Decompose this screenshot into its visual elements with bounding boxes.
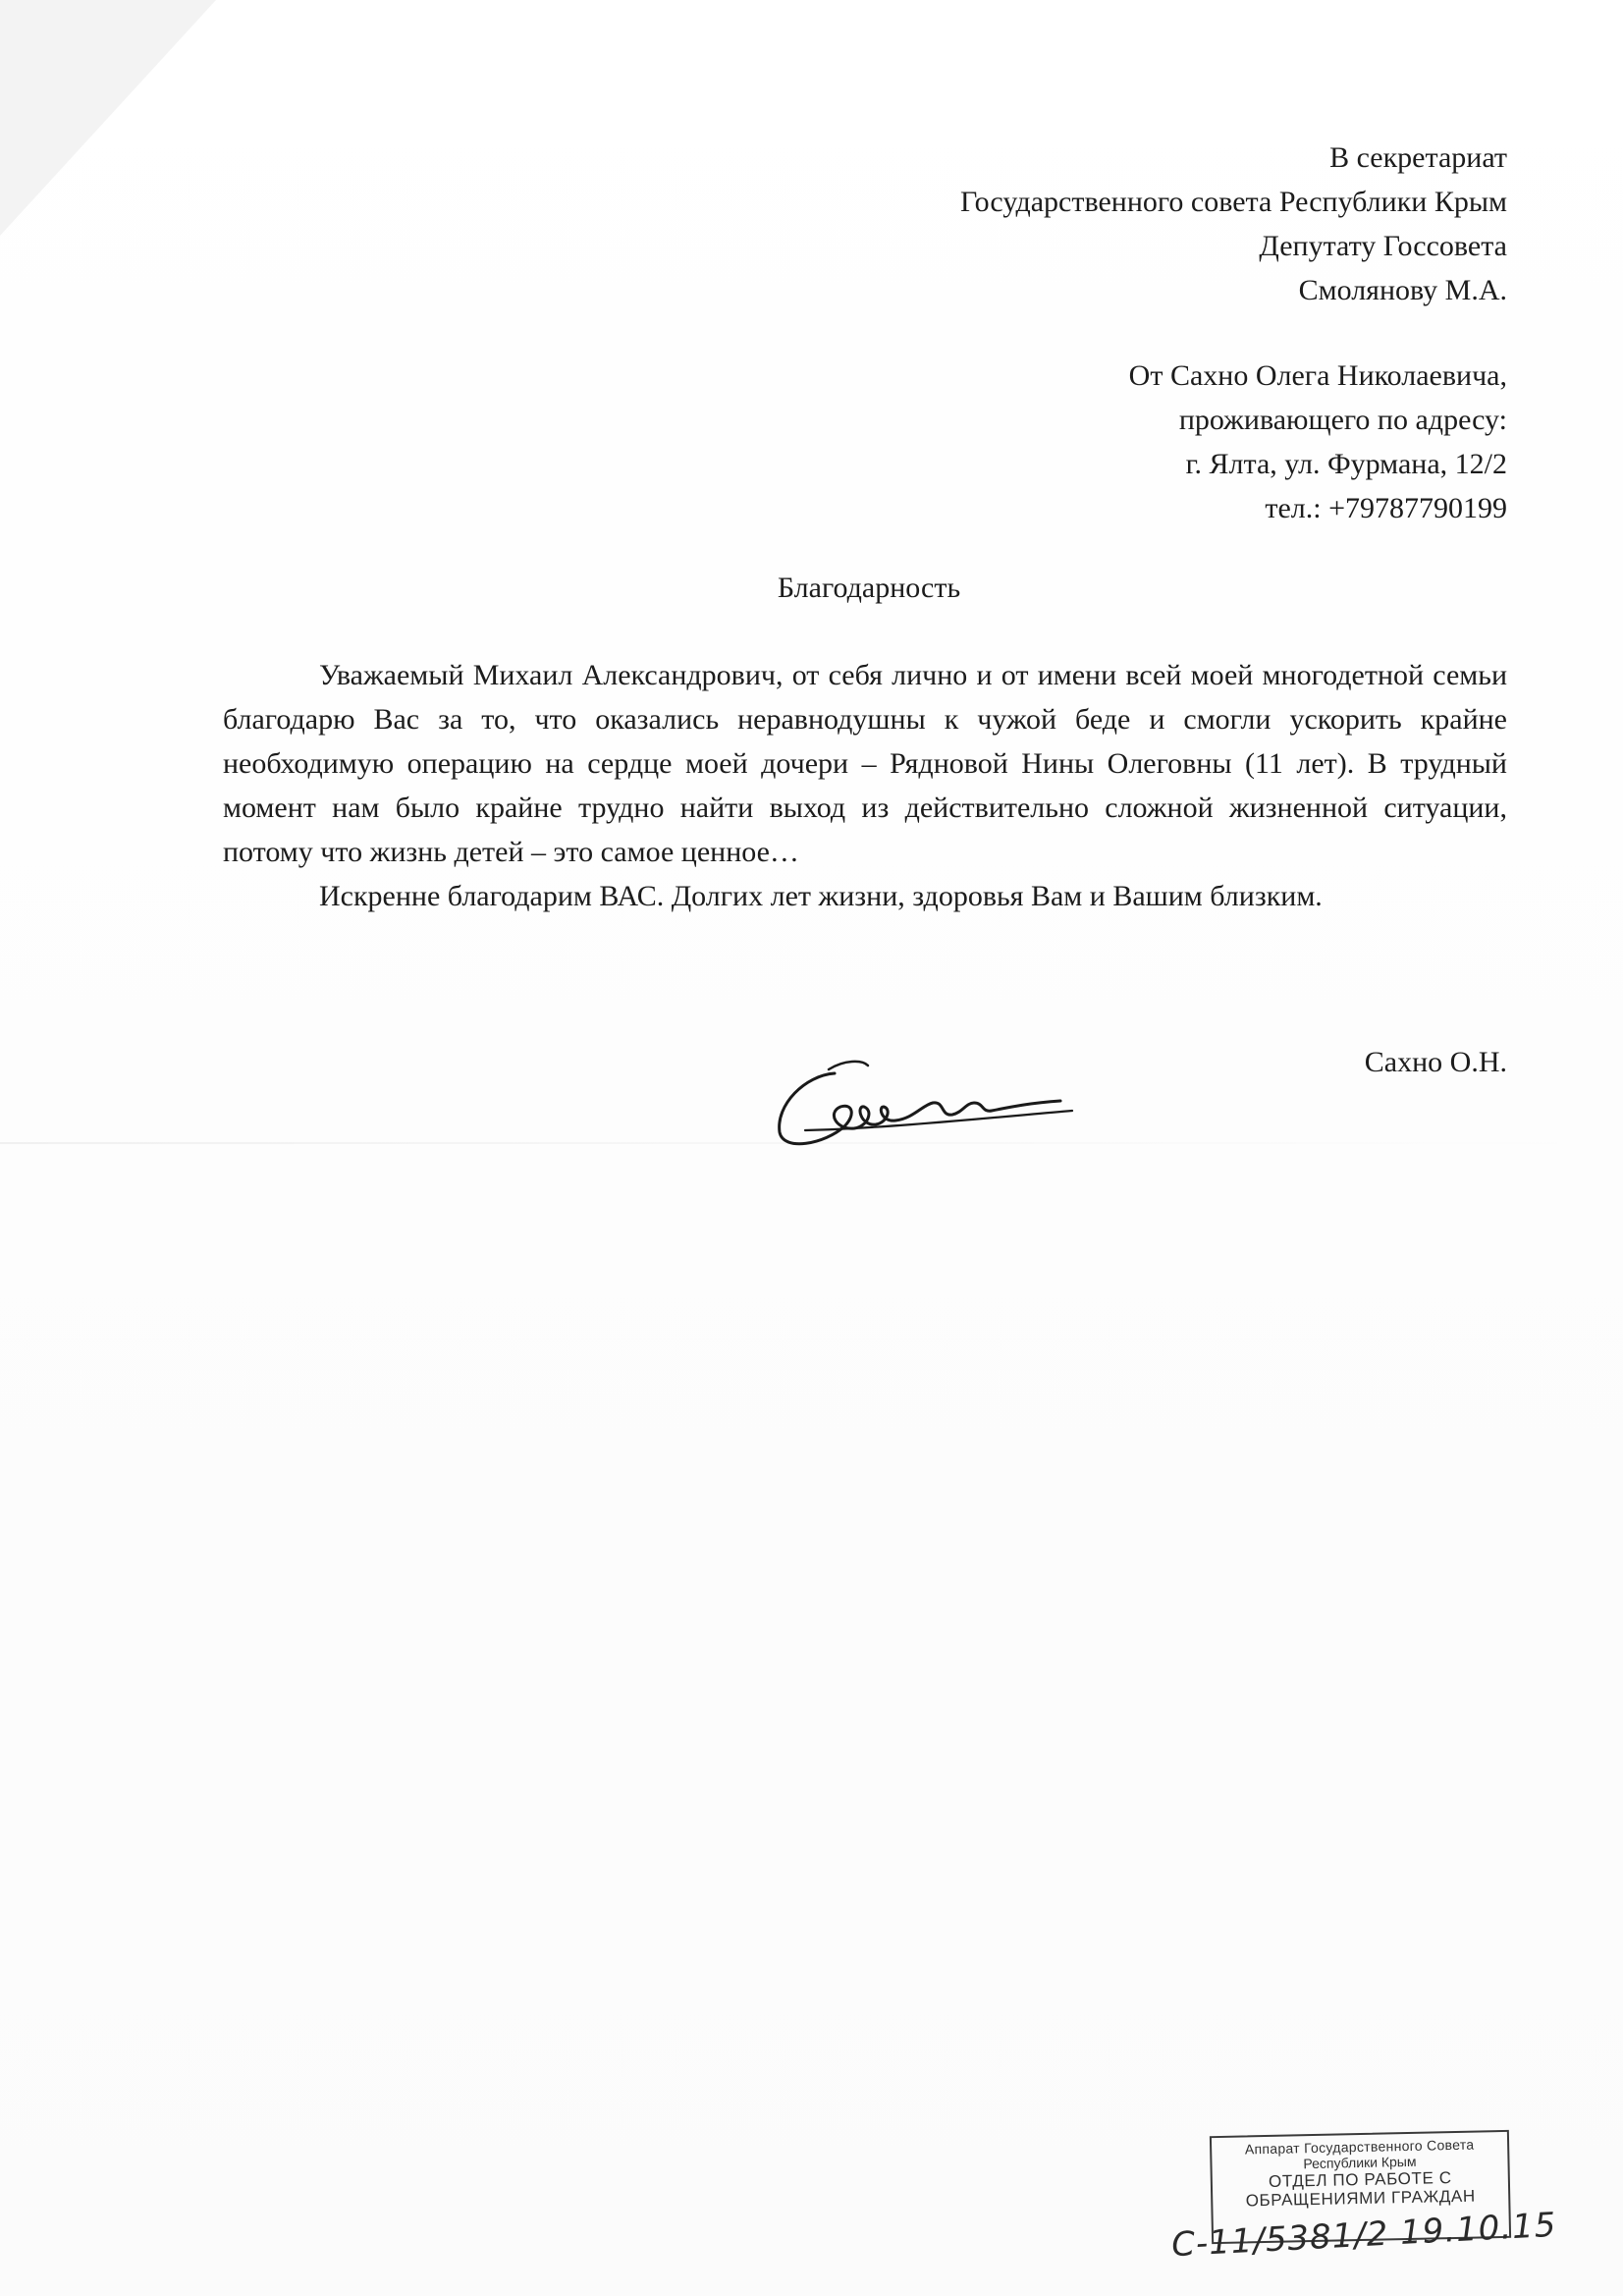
corner-fold	[0, 0, 216, 236]
handwritten-signature	[766, 1046, 1080, 1154]
addressee-line: Депутату Госсовета	[1259, 230, 1507, 262]
addressee-line: В секретариат	[1329, 141, 1507, 174]
body-paragraph: Искренне благодарим ВАС. Долгих лет жизни, здоровья Вам и Вашим близким.	[319, 880, 1323, 912]
stamp-org-line: Аппарат Государственного Совета	[1244, 2136, 1475, 2158]
sender-line: г. Ялта, ул. Фурмана, 12/2	[1185, 448, 1507, 480]
sender-line: проживающего по адресу:	[1178, 404, 1507, 436]
body-paragraph: Уважаемый Михаил Александрович, от себя лично и от имени всей моей многодетной семьи благодарю Вас за то, что оказались неравнодушны к чужой беде и смогли ускорить крайне необходимую операцию на сердце моей дочери – Рядновой Нины Олеговны (11 лет). В трудный момент нам было крайне трудно найти выход из действительно сложной жизненной ситуации, потому что жизнь детей – это самое ценное…	[223, 659, 1507, 868]
addressee-line: Государственного совета Республики Крым	[959, 186, 1507, 218]
sender-line: тел.: +79787790199	[1265, 492, 1507, 524]
stamp-dept-line: ОТДЕЛ ПО РАБОТЕ С	[1268, 2168, 1452, 2191]
stamp-dept-line: ОБРАЩЕНИЯМИ ГРАЖДАН	[1245, 2186, 1476, 2211]
stamp-org-line: Республики Крым	[1303, 2153, 1417, 2172]
sender-block	[1129, 354, 1507, 530]
sender-line: От Сахно Олега Николаевича,	[1128, 359, 1507, 392]
stamp-registration-number: С-11/5381/2 19.10.15	[1170, 2205, 1558, 2266]
addressee-line: Смолянову М.А.	[1298, 274, 1507, 306]
signature-name: Сахно О.Н.	[1364, 1046, 1507, 1078]
document-title: Благодарность	[777, 572, 961, 604]
addressee-block	[960, 136, 1507, 312]
letter-body	[223, 653, 1507, 918]
